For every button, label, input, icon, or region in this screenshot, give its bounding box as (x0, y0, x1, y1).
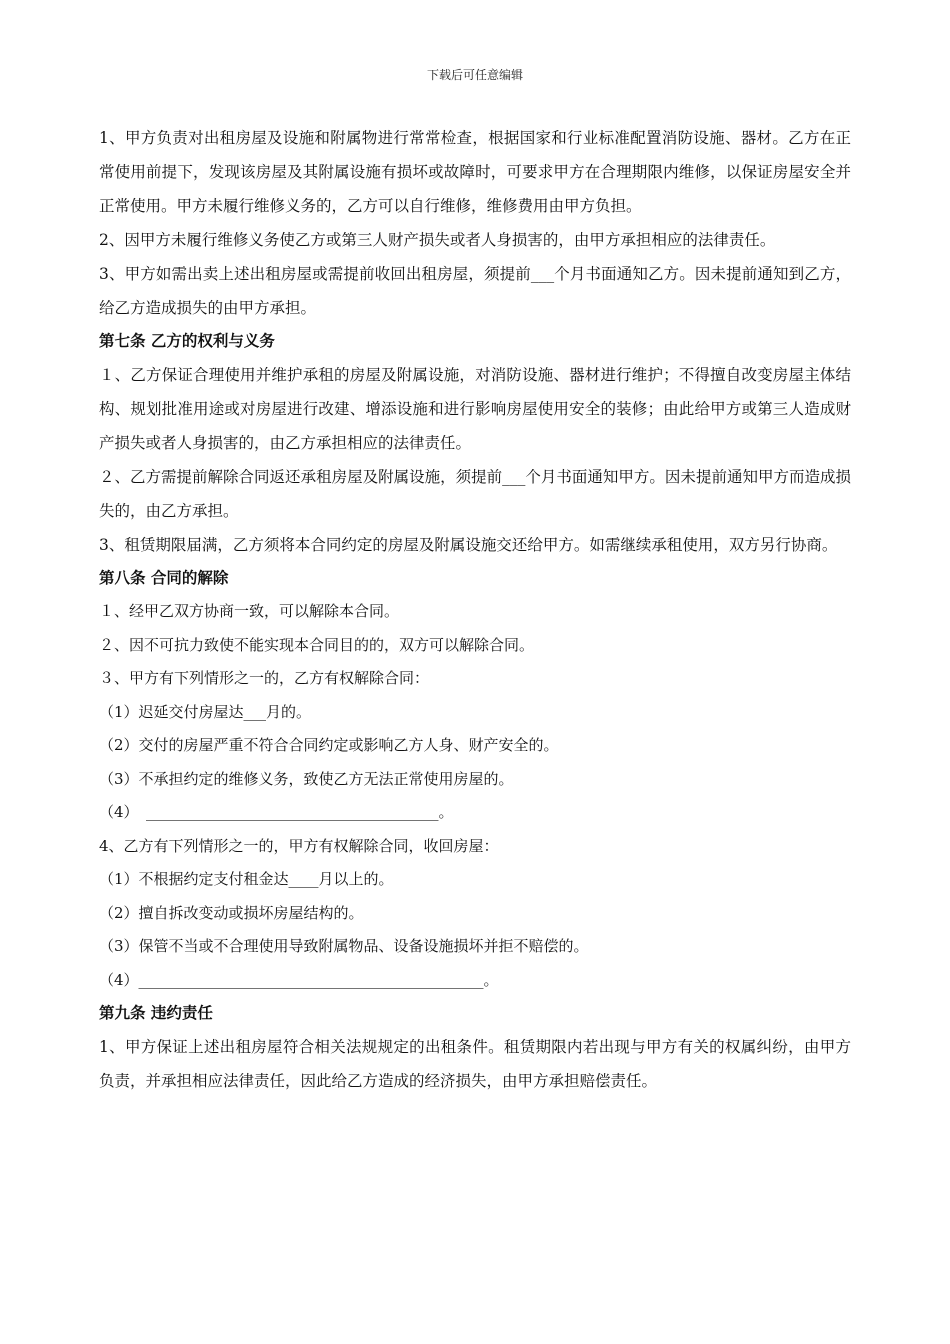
clause-8-item-2: ２、因不可抗力致使不能实现本合同目的的，双方可以解除合同。 (99, 635, 535, 654)
clause-6-item-3: 3、甲方如需出卖上述出租房屋或需提前收回出租房屋，须提前___个月书面通知乙方。因未提前通知到乙方，给乙方造成损失的由甲方承担。 (99, 265, 851, 317)
clause-6-item-2: 2、因甲方未履行维修义务使乙方或第三人财产损失或者人身损害的，由甲方承担相应的法律责任。 (99, 231, 776, 249)
clause-7-item-2: ２、乙方需提前解除合同返还承租房屋及附属设施，须提前___个月书面通知甲方。因未提前通知甲方而造成损失的，由乙方承担。 (99, 468, 851, 520)
clause-9-item-1: 1、甲方保证上述出租房屋符合相关法规规定的出租条件。租赁期限内若出现与甲方有关的权属纠纷，由甲方负责，并承担相应法律责任，因此给乙方造成的经济损失，由甲方承担赔偿责任。 (99, 1038, 851, 1090)
clause-8-4-sub-4: （4）______________________________________________。 (99, 970, 499, 989)
clause-7-item-1: １、乙方保证合理使用并维护承租的房屋及附属设施，对消防设施、器材进行维护；不得擅自改变房屋主体结构、规划批准用途或对房屋进行改建、增添设施和进行影响房屋使用安全的装修；由此给甲方或第三人造成财产损失或者人身损害的，由乙方承担相应的法律责任。 (99, 366, 851, 452)
clause-8-item-1: １、经甲乙双方协商一致，可以解除本合同。 (99, 602, 400, 620)
clause-8-item-4: 4、乙方有下列情形之一的，甲方有权解除合同，收回房屋： (99, 836, 499, 855)
clause-6-item-1: 1、甲方负责对出租房屋及设施和附属物进行常常检查，根据国家和行业标准配置消防设施、器材。乙方在正常使用前提下，发现该房屋及其附属设施有损坏或故障时，可要求甲方在合理期限内维修，以保证房屋安全并正常使用。甲方未履行维修义务的，乙方可以自行维修，维修费用由甲方负担。 (99, 129, 851, 215)
section-heading-8: 第八条 合同的解除 (99, 569, 229, 587)
clause-8-3-sub-4: （4） _______________________________________。 (99, 803, 454, 821)
clause-8-3-sub-3: （3）不承担约定的维修义务，致使乙方无法正常使用房屋的。 (99, 769, 514, 788)
clause-8-4-sub-2: （2）擅自拆改变动或损坏房屋结构的。 (99, 903, 364, 922)
section-heading-9: 第九条 违约责任 (99, 1004, 213, 1022)
clause-8-4-sub-1: （1）不根据约定支付租金达____月以上的。 (99, 870, 394, 888)
clause-7-item-3: 3、租赁期限届满，乙方须将本合同约定的房屋及附属设施交还给甲方。如需继续承租使用，双方另行协商。 (99, 536, 838, 554)
document-body (99, 121, 851, 1098)
clause-8-item-3: ３、甲方有下列情形之一的，乙方有权解除合同： (99, 669, 430, 687)
clause-8-3-sub-1: （1）迟延交付房屋达___月的。 (99, 702, 312, 721)
clause-8-3-sub-2: （2）交付的房屋严重不符合合同约定或影响乙方人身、财产安全的。 (99, 736, 559, 754)
page-header: 下载后可任意编辑 (426, 68, 523, 82)
section-heading-7: 第七条 乙方的权利与义务 (99, 332, 275, 350)
clause-8-4-sub-3: （3）保管不当或不合理使用导致附属物品、设备设施损坏并拒不赔偿的。 (99, 937, 589, 955)
